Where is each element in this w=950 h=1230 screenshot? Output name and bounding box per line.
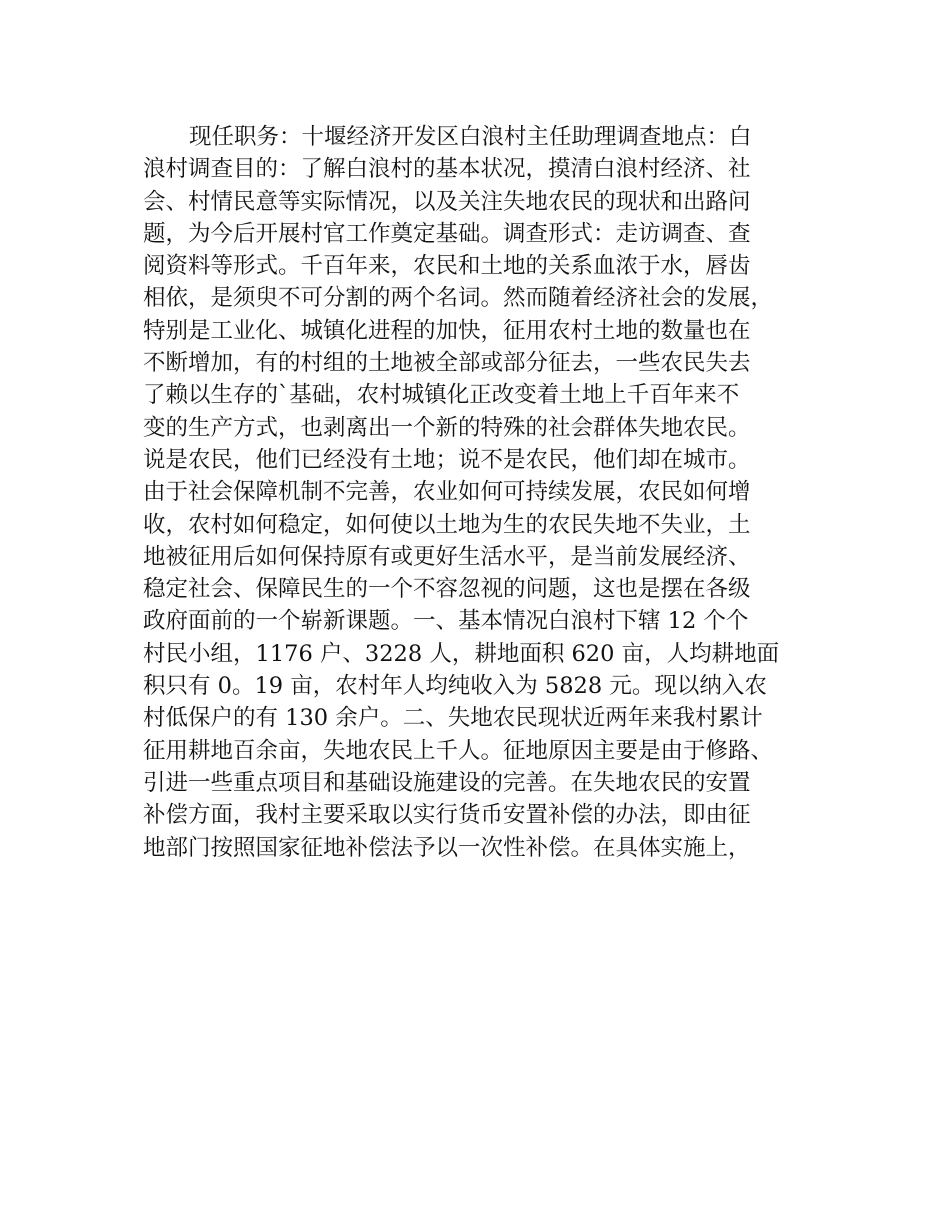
text-line: 村低保户的有 130 余户。二、失地农民现状近两年来我村累计 bbox=[143, 705, 763, 732]
text-line: 地被征用后如何保持原有或更好生活水平，是当前发展经济、 bbox=[143, 543, 751, 570]
text-line: 会、村情民意等实际情况，以及关注失地农民的现状和出路问 bbox=[143, 188, 751, 215]
text-line: 地部门按照国家征地补偿法予以一次性补偿。在具体实施上， bbox=[143, 834, 751, 861]
text-line: 特别是工业化、城镇化进程的加快，征用农村土地的数量也在 bbox=[143, 317, 751, 344]
text-line: 收，农村如何稳定，如何使以土地为生的农民失地不失业，土 bbox=[143, 511, 751, 538]
text-line: 相依，是须臾不可分割的两个名词。然而随着经济社会的发展， bbox=[143, 285, 774, 312]
text-line: 阅资料等形式。千百年来，农民和土地的关系血浓于水，唇齿 bbox=[143, 253, 751, 280]
text-line: 现任职务：十堰经济开发区白浪村主任助理调查地点：白 bbox=[189, 124, 752, 150]
text-line: 题，为今后开展村官工作奠定基础。调查形式：走访调查、查 bbox=[143, 220, 751, 247]
text-line: 了赖以生存的`基础，农村城镇化正改变着土地上千百年来不 bbox=[143, 382, 740, 409]
text-line: 征用耕地百余亩，失地农民上千人。征地原因主要是由于修路、 bbox=[143, 737, 774, 764]
text-line: 变的生产方式，也剥离出一个新的特殊的社会群体失地农民。 bbox=[143, 414, 751, 441]
text-line: 村民小组，1176 户、3228 人，耕地面积 620 亩，人均耕地面 bbox=[143, 640, 780, 667]
text-line: 说是农民，他们已经没有土地；说不是农民，他们却在城市。 bbox=[143, 446, 751, 473]
text-line: 引进一些重点项目和基础设施建设的完善。在失地农民的安置 bbox=[143, 769, 751, 796]
text-line: 补偿方面，我村主要采取以实行货币安置补偿的办法，即由征 bbox=[143, 802, 751, 829]
text-line: 不断增加，有的村组的土地被全部或部分征去，一些农民失去 bbox=[143, 350, 751, 377]
text-line: 由于社会保障机制不完善，农业如何可持续发展，农民如何增 bbox=[143, 479, 751, 506]
text-line: 积只有 0。19 亩，农村年人均纯收入为 5828 元。现以纳入农 bbox=[143, 673, 767, 700]
body-paragraph bbox=[143, 121, 823, 864]
text-line: 稳定社会、保障民生的一个不容忽视的问题，这也是摆在各级 bbox=[143, 576, 751, 603]
text-line: 浪村调查目的：了解白浪村的基本状况，摸清白浪村经济、社 bbox=[143, 156, 751, 183]
text-line: 政府面前的一个崭新课题。一、基本情况白浪村下辖 12 个个 bbox=[143, 608, 749, 635]
